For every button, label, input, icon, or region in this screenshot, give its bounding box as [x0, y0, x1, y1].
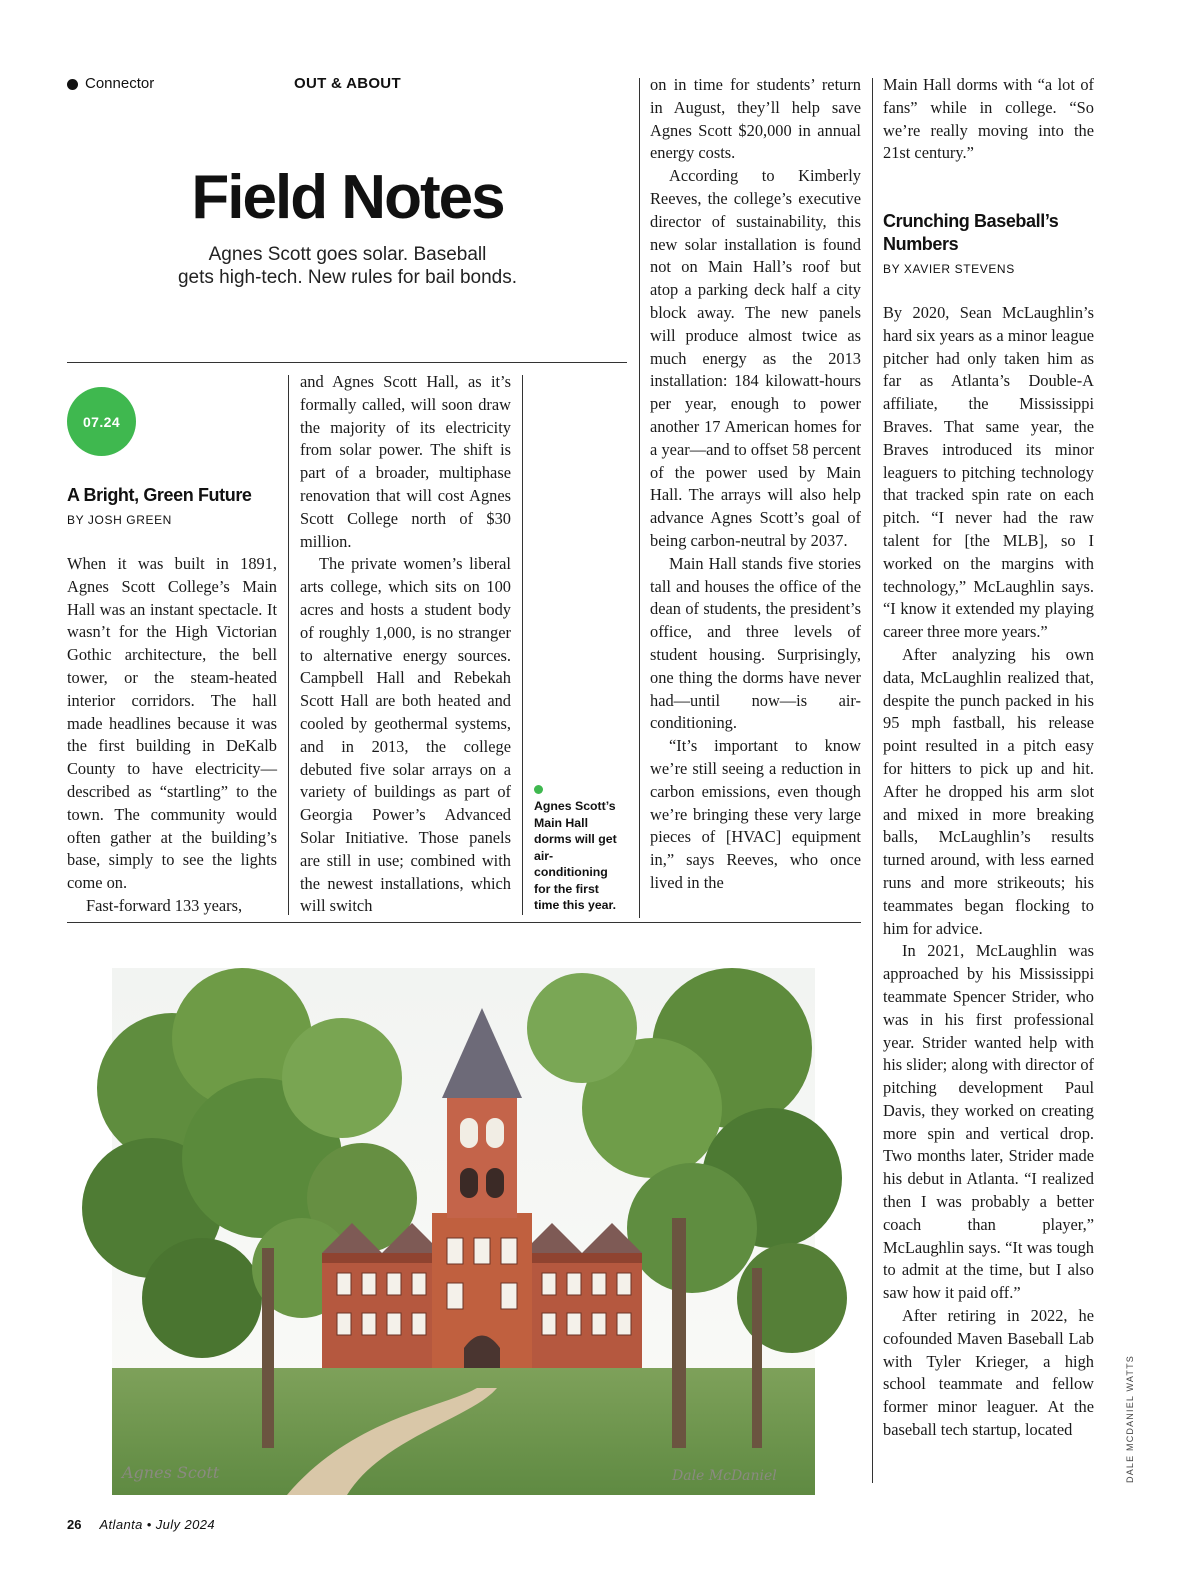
story1-column-2: [300, 371, 511, 918]
photo-credit: DALE MCDANIEL WATTS: [1125, 1355, 1135, 1483]
illustration-signature: Agnes Scott: [122, 1463, 220, 1482]
story1-col3-paragraph-1: on in time for students’ return in August, they’ll help save Agnes Scott $20,000 in annual energy costs.: [650, 75, 861, 163]
main-hall-illustration: [112, 968, 815, 1495]
story2-paragraph-2: After analyzing his own data, McLaughlin realized that, despite the punch packed in his 95 mph fastball, his release point resulted in a pitch easy for hitters to pick up and hit. After he dropped his arm slot and mixed in more breaking balls, McLaughlin’s results turned around, with less earned runs and more strikeouts; his teammates began flocking to him for advice.: [883, 644, 1094, 938]
photo-caption: Agnes Scott’s Main Hall dorms will get air-conditioning for the first time this year.: [534, 799, 617, 912]
story1-col2-paragraph-1: and Agnes Scott Hall, as it’s formally called, will soon draw the majority of its electricity from solar power. The shift is part of a broader, multiphase renovation that will cost Agnes Scott College north of $30 million.: [300, 372, 511, 551]
department-label: OUT & ABOUT: [294, 75, 401, 92]
story1-bottom-divider: [67, 922, 861, 923]
story2-headline-line-2: Numbers: [883, 234, 959, 254]
story1-col3-paragraph-3: Main Hall stands five stories tall and houses the office of the dean of students, the president’s office, and three levels of student housing. Surprisingly, one thing the dorms have never had—until now—is air-conditioning.: [650, 553, 861, 733]
date-badge: 07.24: [67, 387, 136, 456]
caption-dot-icon: [534, 785, 543, 794]
story1-col4-paragraph-1: Main Hall dorms with “a lot of fans” while in college. “So we’re really moving into the 21st century.”: [883, 75, 1094, 163]
story2-byline: BY XAVIER STEVENS: [883, 262, 1015, 276]
page-number: 26: [67, 1517, 82, 1532]
publication-info: Atlanta • July 2024: [99, 1517, 215, 1532]
story1-col3-paragraph-2: According to Kimberly Reeves, the college’s executive director of sustainability, this new solar installation is found not on Main Hall’s roof but atop a parking deck half a city block away. The new panels will produce almost twice as much energy as the 2013 installation: 184 kilowatt-hours per year, enough to power another 17 American homes for a year—and to offset 58 percent of the power used by Main Hall. The arrays will also help advance Agnes Scott’s goal of being carbon-neutral by 2037.: [650, 166, 861, 550]
story1-column-1: [67, 553, 277, 918]
artist-signature: Dale McDaniel: [672, 1468, 777, 1484]
page-footer: [67, 1517, 215, 1532]
story1-headline: A Bright, Green Future: [67, 485, 252, 505]
column-divider-1: [288, 375, 289, 915]
page-dek: [100, 243, 595, 289]
page-title: Field Notes: [191, 163, 504, 232]
dek-line-1: Agnes Scott goes solar. Baseball: [208, 244, 487, 265]
column-divider-4: [872, 78, 873, 1483]
story1-col3-paragraph-4: “It’s important to know we’re still seeing a reduction in carbon emissions, even though we’re bringing these very large pieces of [HVAC] equipment in,” says Reeves, who once lived in the: [650, 736, 861, 892]
column-divider-2: [522, 375, 523, 915]
top-divider: [67, 362, 627, 363]
story2-paragraph-3: In 2021, McLaughlin was approached by his Mississippi teammate Spencer Strider, who was in his first professional year. Strider wanted help with his slider; along with director of pitching development Paul Davis, they worked on creating more spin and vertical drop. Two months later, Strider made his debut in Atlanta. “I realized then I was probably a better coach than player,” McLaughlin says. “It was tough to admit at the time, but I also saw how it paid off.”: [883, 941, 1094, 1303]
story1-col1-paragraph-1: When it was built in 1891, Agnes Scott College’s Main Hall was an instant spectacle. It wasn’t for the High Victorian Gothic architecture, the bell tower, or the steam-heated interior corridors. The hall made headlines because it was the first building in DeKalb County to have electricity—described as “startling” to the town. The community would often gather at the building’s base, simply to see the lights come on.: [67, 554, 277, 893]
story1-column-3: [650, 74, 861, 895]
story2-headline-line-1: Crunching Baseball’s: [883, 211, 1059, 231]
story1-byline: BY JOSH GREEN: [67, 513, 172, 527]
section-bullet-icon: [67, 79, 78, 90]
story1-column-4: [883, 74, 1094, 165]
story2-paragraph-1: By 2020, Sean McLaughlin’s hard six years as a minor league pitcher had only taken him as far as Atlanta’s Double-A affiliate, the Mississippi Braves. That same year, the Braves introduced its minor leaguers to pitching technology that tracked spin rate on each pitch. “I never had the raw talent for [the MLB], so I worked on the margins with technology,” McLaughlin says. “I know it extended my playing career three more years.”: [883, 303, 1094, 642]
story2-body: [883, 302, 1094, 1442]
column-divider-3: [639, 78, 640, 918]
dek-line-2: gets high-tech. New rules for bail bonds.: [177, 267, 517, 288]
story1-col2-paragraph-2: The private women’s liberal arts college, which sits on 100 acres and hosts a student body of roughly 1,000, is no stranger to alternative energy sources. Campbell Hall and Rebekah Scott Hall are both heated and cooled by geothermal systems, and in 2013, the college debuted five solar arrays on a variety of buildings as part of Georgia Power’s Advanced Solar Initiative. Those panels are still in use; combined with the newest installations, which will switch: [300, 554, 511, 916]
story2-headline: [883, 210, 1094, 256]
section-label: Connector: [85, 75, 155, 92]
story1-col1-paragraph-2: Fast-forward 133 years,: [86, 895, 243, 915]
story2-paragraph-4: After retiring in 2022, he cofounded Maven Baseball Lab with Tyler Krieger, a high school teammate and fellow former minor leaguer. At the baseball tech startup, located: [883, 1306, 1094, 1440]
